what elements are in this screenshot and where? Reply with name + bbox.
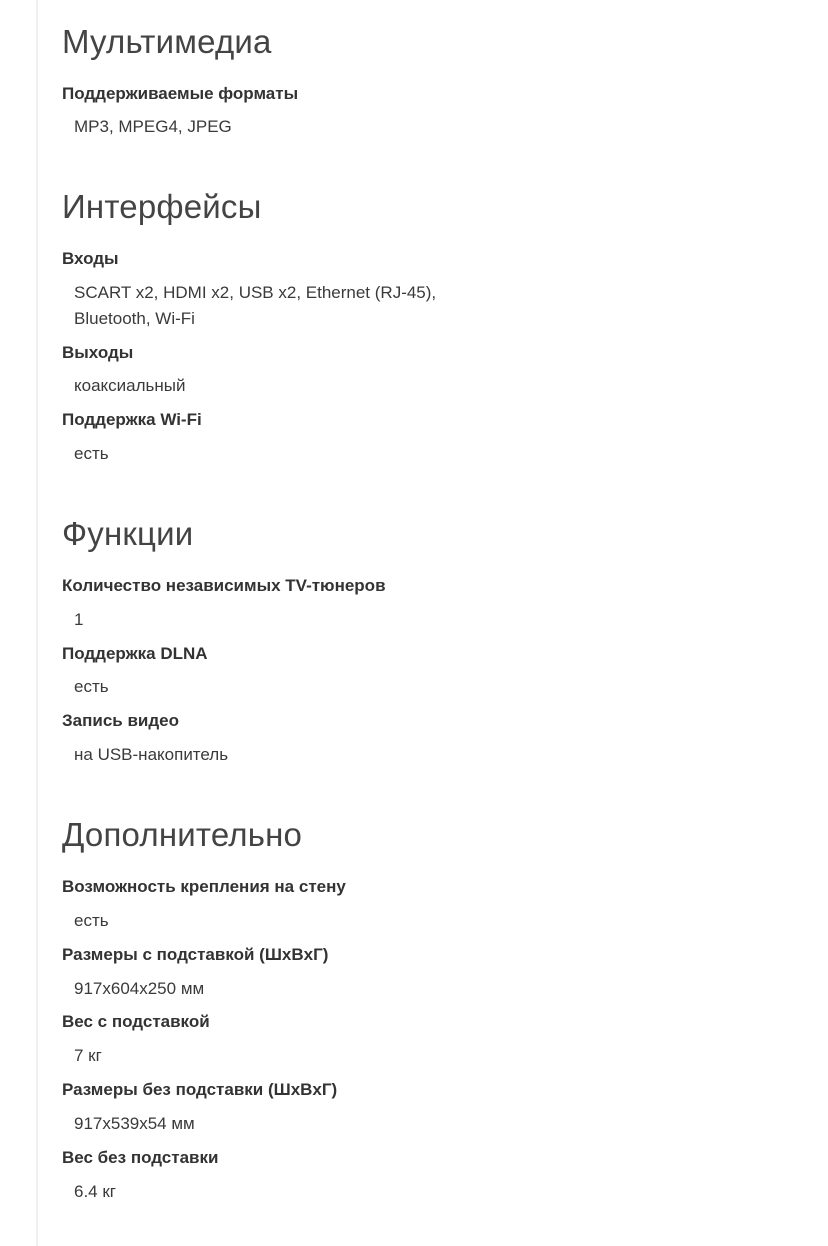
- spec-name: Поддерживаемые форматы: [62, 84, 299, 103]
- section-title: Мультимедиа: [62, 23, 272, 60]
- spec-name: Возможность крепления на стену: [62, 877, 346, 896]
- spec-name: Вес с подставкой: [62, 1012, 210, 1031]
- section-title: Функции: [62, 515, 194, 552]
- spec-value: 1: [74, 610, 84, 629]
- spec-name: Запись видео: [62, 711, 179, 730]
- spec-value: 7 кг: [74, 1046, 102, 1065]
- spec-value: есть: [74, 677, 109, 696]
- section-functions: [62, 514, 386, 764]
- spec-value: 917x604x250 мм: [74, 979, 205, 998]
- spec-name: Размеры без подставки (ШxВxГ): [62, 1080, 338, 1099]
- left-divider: [36, 0, 38, 1246]
- section-title: Интерфейсы: [62, 188, 262, 225]
- spec-value: есть: [74, 444, 109, 463]
- spec-value: коаксиальный: [74, 376, 186, 395]
- spec-name: Поддержка DLNA: [62, 644, 208, 663]
- spec-value: 6.4 кг: [74, 1182, 116, 1201]
- spec-value: MP3, MPEG4, JPEG: [74, 117, 232, 136]
- spec-name: Вес без подставки: [62, 1148, 219, 1167]
- spec-name: Размеры с подставкой (ШxВxГ): [62, 945, 329, 964]
- section-additional: [62, 815, 346, 1201]
- spec-name: Поддержка Wi-Fi: [62, 410, 202, 429]
- spec-value: на USB-накопитель: [74, 745, 229, 764]
- section-title: Дополнительно: [62, 816, 303, 853]
- spec-name: Входы: [62, 249, 119, 268]
- spec-name: Количество независимых TV-тюнеров: [62, 576, 386, 595]
- spec-value: 917x539x54 мм: [74, 1114, 195, 1133]
- spec-name: Выходы: [62, 343, 134, 362]
- spec-value: есть: [74, 911, 109, 930]
- section-interfaces: [62, 187, 437, 463]
- section-multimedia: [62, 22, 299, 136]
- spec-value: Bluetooth, Wi-Fi: [74, 309, 195, 328]
- spec-value: SCART x2, HDMI x2, USB x2, Ethernet (RJ-45),: [74, 283, 437, 302]
